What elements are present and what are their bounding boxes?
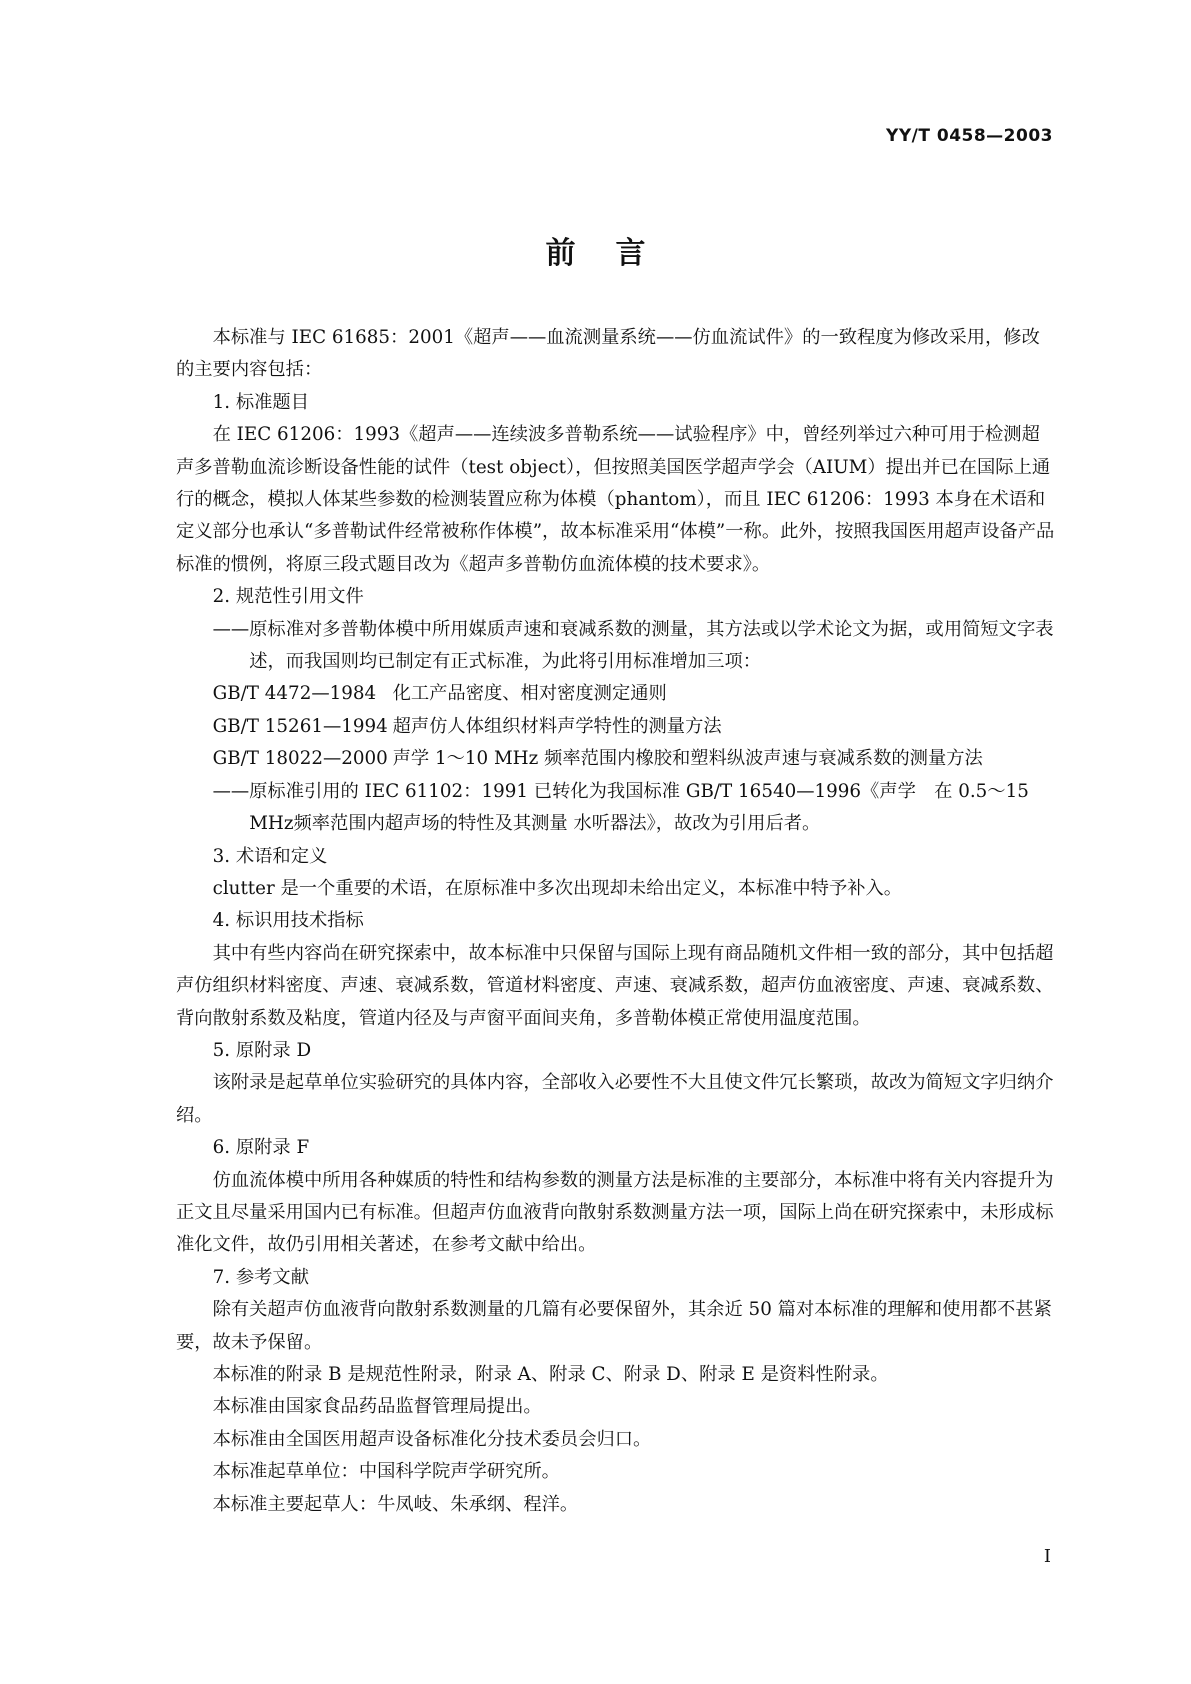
standard-code: YY/T 0458—2003 — [886, 126, 1053, 146]
note-drafting-unit: 本标准起草单位：中国科学院声学研究所。 — [212, 1461, 560, 1483]
reference-row — [176, 743, 1056, 775]
note-committee: 本标准由全国医用超声设备标准化分技术委员会归口。 — [212, 1428, 652, 1450]
reference-row — [176, 678, 1056, 710]
section-heading-5: 5. 原附录 D — [212, 1039, 312, 1061]
section-heading-3: 3. 术语和定义 — [212, 845, 328, 867]
section-6-text: 仿血流体模中所用各种媒质的特性和结构参数的测量方法是标准的主要部分，本标准中将有关内容提升为正文且尽量采用国内已有标准。但超声仿血液背向散射系数测量方法一项，国际上尚在研究探索中，未形成标准化文件，故仍引用相关著述，在参考文献中给出。 — [176, 1169, 1054, 1256]
reference-title: 声学 1～10 MHz 频率范围内橡胶和塑料纵波声速与衰减系数的测量方法 — [392, 748, 983, 770]
page-number: I — [1043, 1546, 1051, 1567]
section-heading-7: 7. 参考文献 — [212, 1266, 309, 1288]
page-title: 前言 — [545, 236, 686, 271]
section-1-text: 在 IEC 61206：1993《超声——连续波多普勒系统——试验程序》中，曾经列举过六种可用于检测超声多普勒血流诊断设备性能的试件（test object），但按照美国医学超声学会（AIUM）提出并已在国际上通行的概念，模拟人体某些参数的检测装置应称为体模（phantom），而且 IEC 61206：1993 本身在术语和定义部分也承认“多普勒试件经常被称作体模”，故本标准采用“体模”一称。此外，按照我国医用超声设备产品标准的惯例，将原三段式题目改为《超声多普勒仿血流体模的技术要求》。 — [176, 424, 1055, 575]
reference-code: GB/T 4472—1984 — [212, 683, 377, 705]
section-heading-1: 1. 标准题目 — [212, 391, 309, 413]
reference-row — [176, 711, 1056, 743]
dash-item-1: ——原标准对多普勒体模中所用媒质声速和衰减系数的测量，其方法或以学术论文为据，或用简短文字表述，而我国则均已制定有正式标准，为此将引用标准增加三项： — [212, 618, 1054, 673]
section-heading-2: 2. 规范性引用文件 — [212, 586, 364, 608]
dash-item-2: ——原标准引用的 IEC 61102：1991 已转化为我国标准 GB/T 16540—1996《声学 在 0.5～15 MHz频率范围内超声场的特性及其测量 水听器法》，故改为引用后者。 — [212, 780, 1029, 835]
preface-body — [176, 322, 1056, 1521]
section-heading-6: 6. 原附录 F — [212, 1137, 310, 1159]
reference-title: 化工产品密度、相对密度测定通则 — [392, 683, 667, 705]
reference-code: GB/T 18022—2000 — [212, 748, 388, 770]
reference-code: GB/T 15261—1994 — [212, 715, 388, 737]
section-5-text: 该附录是起草单位实验研究的具体内容，全部收入必要性不大且使文件冗长繁琐，故改为简短文字归纳介绍。 — [176, 1072, 1054, 1126]
section-7-text: 除有关超声仿血液背向散射系数测量的几篇有必要保留外，其余近 50 篇对本标准的理解和使用都不甚紧要，故未予保留。 — [176, 1299, 1052, 1353]
section-4-text: 其中有些内容尚在研究探索中，故本标准中只保留与国际上现有商品随机文件相一致的部分，其中包括超声仿组织材料密度、声速、衰减系数，管道材料密度、声速、衰减系数，超声仿血液密度、声速、衰减系数、背向散射系数及粘度，管道内径及与声窗平面间夹角，多普勒体模正常使用温度范围。 — [176, 942, 1054, 1029]
section-3-text: clutter 是一个重要的术语，在原标准中多次出现却未给出定义，本标准中特予补入。 — [212, 877, 903, 899]
reference-title: 超声仿人体组织材料声学特性的测量方法 — [392, 715, 722, 737]
note-drafters: 本标准主要起草人：牛凤岐、朱承纲、程洋。 — [212, 1493, 579, 1515]
intro-paragraph: 本标准与 IEC 61685：2001《超声——血流测量系统——仿血流试件》的一致程度为修改采用，修改的主要内容包括： — [176, 327, 1040, 381]
section-heading-4: 4. 标识用技术指标 — [212, 910, 364, 932]
note-proposer: 本标准由国家食品药品监督管理局提出。 — [212, 1396, 542, 1418]
note-annex: 本标准的附录 B 是规范性附录，附录 A、附录 C、附录 D、附录 E 是资料性附录。 — [212, 1364, 889, 1385]
